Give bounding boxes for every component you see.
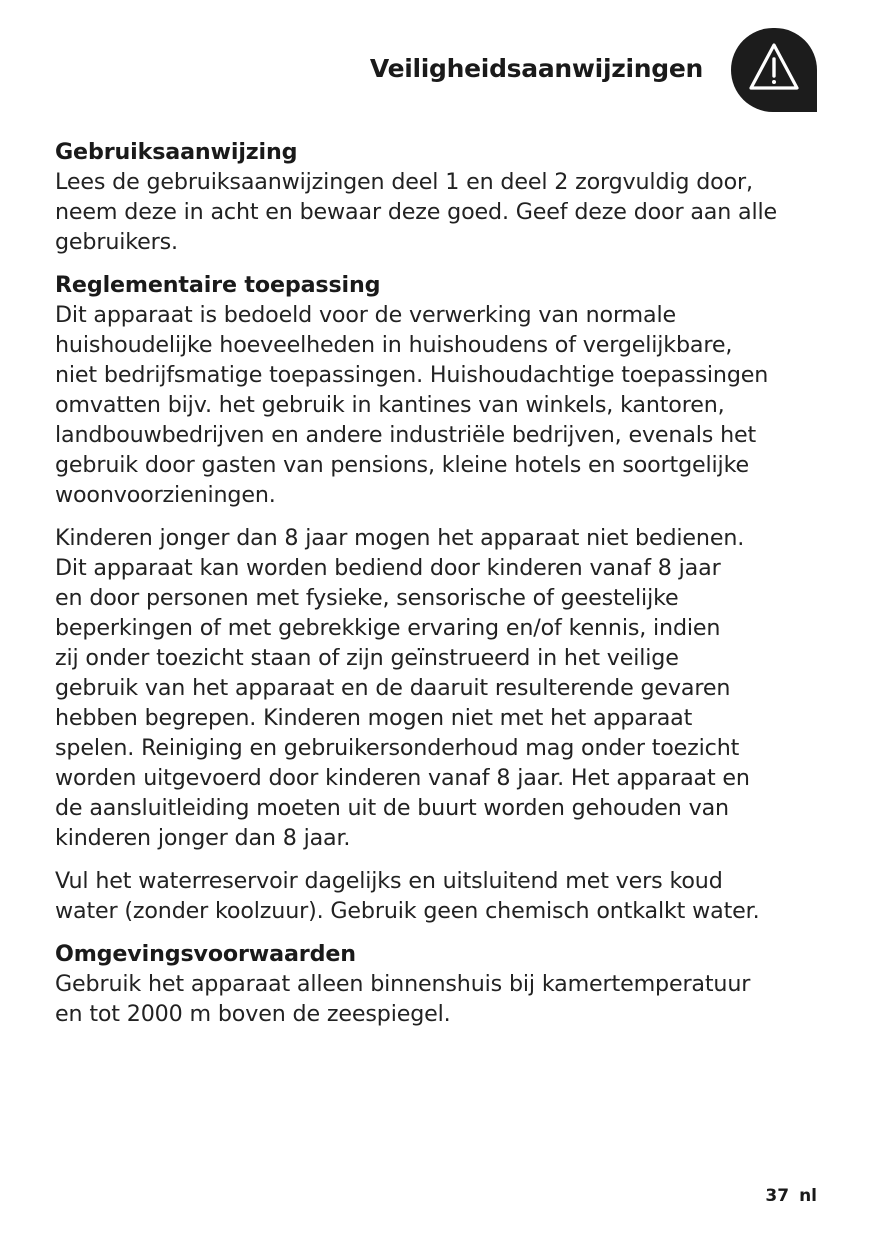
- text-line: water (zonder koolzuur). Gebruik geen chemisch ontkalkt water.: [55, 898, 760, 924]
- section-waterreservoir: [55, 866, 845, 926]
- text-line: en tot 2000 m boven de zeespiegel.: [55, 1001, 451, 1027]
- section-omgevingsvoorwaarden: [55, 939, 845, 1029]
- language-code: nl: [799, 1186, 817, 1206]
- text-line: Lees de gebruiksaanwijzingen deel 1 en deel 2 zorgvuldig door,: [55, 169, 753, 195]
- warning-badge: [731, 28, 817, 112]
- text-line: huishoudelijke hoeveelheden in huishoudens of vergelijkbare,: [55, 332, 733, 358]
- section-gebruiksaanwijzing: [55, 137, 845, 257]
- section-text: [55, 167, 845, 257]
- text-line: spelen. Reiniging en gebruikersonderhoud mag onder toezicht: [55, 735, 740, 761]
- text-line: Kinderen jonger dan 8 jaar mogen het apparaat niet bedienen.: [55, 525, 745, 551]
- text-line: woonvoorzieningen.: [55, 482, 276, 508]
- section-heading: Reglementaire toepassing: [55, 272, 381, 298]
- section-text: [55, 523, 845, 853]
- text-line: landbouwbedrijven en andere industriële bedrijven, evenals het: [55, 422, 757, 448]
- text-line: de aansluitleiding moeten uit de buurt worden gehouden van: [55, 795, 729, 821]
- section-heading: Omgevingsvoorwaarden: [55, 941, 356, 967]
- text-line: hebben begrepen. Kinderen mogen niet met het apparaat: [55, 705, 693, 731]
- text-line: niet bedrijfsmatige toepassingen. Huishoudachtige toepassingen: [55, 362, 769, 388]
- text-line: worden uitgevoerd door kinderen vanaf 8 jaar. Het apparaat en: [55, 765, 750, 791]
- section-heading: Gebruiksaanwijzing: [55, 139, 298, 165]
- section-kinderen: [55, 523, 845, 853]
- text-line: omvatten bijv. het gebruik in kantines van winkels, kantoren,: [55, 392, 725, 418]
- section-text: [55, 300, 845, 510]
- text-line: neem deze in acht en bewaar deze goed. Geef deze door aan alle: [55, 199, 778, 225]
- text-line: Gebruik het apparaat alleen binnenshuis bij kamertemperatuur: [55, 971, 751, 997]
- page-number: 37: [765, 1186, 790, 1206]
- page-footer: [765, 1186, 817, 1206]
- text-line: gebruik van het apparaat en de daaruit resulterende gevaren: [55, 675, 731, 701]
- section-text: [55, 866, 845, 926]
- text-line: zij onder toezicht staan of zijn geïnstrueerd in het veilige: [55, 645, 679, 671]
- text-line: Vul het waterreservoir dagelijks en uitsluitend met vers koud: [55, 868, 723, 894]
- page-title: Veiligheidsaanwijzingen: [369, 54, 703, 83]
- text-line: gebruikers.: [55, 229, 178, 255]
- text-line: en door personen met fysieke, sensorische of geestelijke: [55, 585, 679, 611]
- text-line: Dit apparaat kan worden bediend door kinderen vanaf 8 jaar: [55, 555, 721, 581]
- section-text: [55, 969, 845, 1029]
- text-line: kinderen jonger dan 8 jaar.: [55, 825, 351, 851]
- section-reglementaire-toepassing: [55, 270, 845, 510]
- document-body: [55, 137, 845, 1042]
- text-line: Dit apparaat is bedoeld voor de verwerking van normale: [55, 302, 676, 328]
- text-line: gebruik door gasten van pensions, kleine hotels en soortgelijke: [55, 452, 749, 478]
- warning-triangle-icon: [731, 28, 817, 112]
- text-line: beperkingen of met gebrekkige ervaring en/of kennis, indien: [55, 615, 721, 641]
